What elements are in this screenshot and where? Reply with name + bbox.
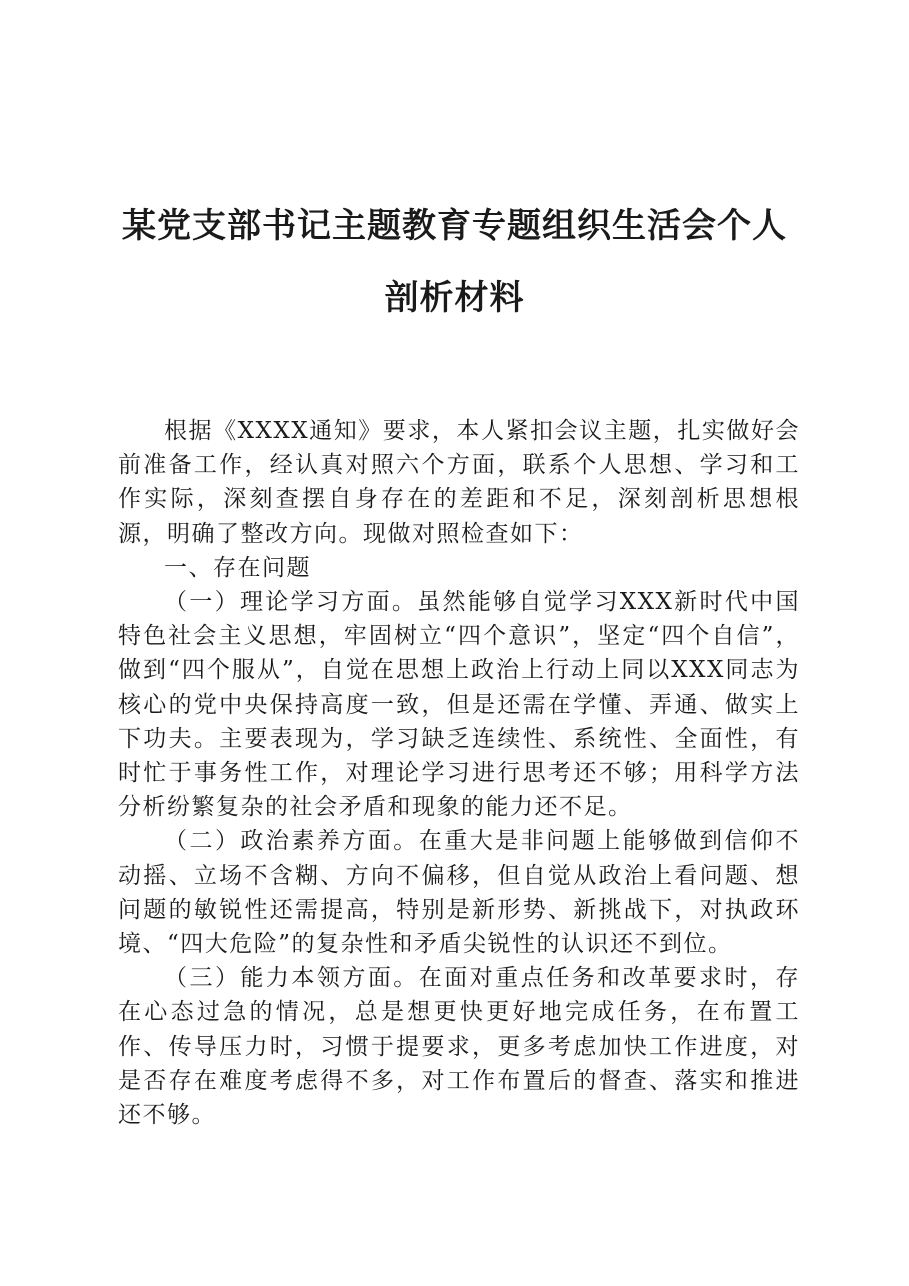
paragraph-intro: 根据《XXXX通知》要求，本人紧扣会议主题，扎实做好会前准备工作，经认真对照六个方面，联系个人思想、学习和工作实际，深刻查摆自身存在的差距和不足，深刻剖析思想根源，明确了整改方向。现做对照检查如下： bbox=[118, 418, 800, 547]
section-heading-problems: 一、存在问题 bbox=[164, 554, 311, 581]
paragraph-political-quality: （二）政治素养方面。在重大是非问题上能够做到信仰不动摇、立场不含糊、方向不偏移，但自觉从政治上看问题、想问题的敏锐性还需提高，特别是新形势、新挑战下，对执政环境、“四大危险”的复杂性和矛盾尖锐性的认识还不到位。 bbox=[118, 828, 800, 958]
paragraph-ability: （三）能力本领方面。在面对重点任务和改革要求时，存在心态过急的情况，总是想更快更好地完成任务，在布置工作、传导压力时，习惯于提要求，更多考虑加快工作进度，对是否存在难度考虑得不多，对工作布置后的督查、落实和推进还不够。 bbox=[118, 965, 800, 1129]
document-title: 某党支部书记主题教育专题组织生活会个人剖析材料 bbox=[122, 206, 787, 318]
document-body bbox=[118, 414, 800, 1132]
paragraph-theory-study: （一）理论学习方面。虽然能够自觉学习XXX新时代中国特色社会主义思想，牢固树立“四个意识”，坚定“四个自信”，做到“四个服从”，自觉在思想上政治上行动上同以XXX同志为核心的党中央保持高度一致，但是还需在学懂、弄通、做实上下功夫。主要表现为，学习缺乏连续性、系统性、全面性，有时忙于事务性工作，对理论学习进行思考还不够；用科学方法分析纷繁复杂的社会矛盾和现象的能力还不足。 bbox=[118, 589, 800, 821]
